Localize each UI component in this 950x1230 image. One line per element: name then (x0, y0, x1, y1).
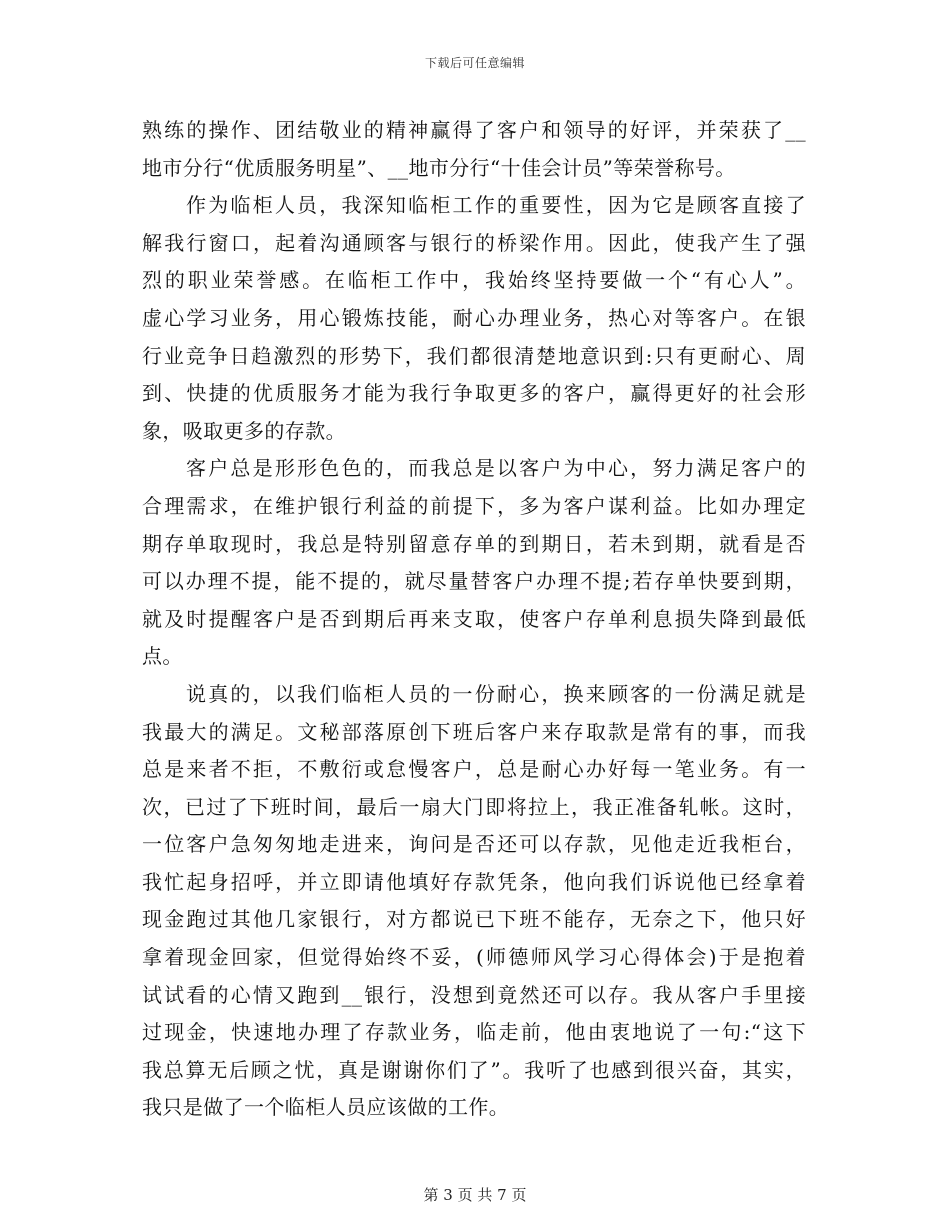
text-line: 客户总是形形色色的，而我总是以客户为中心，努力满足客户的 (186, 456, 806, 481)
text-line: 合理需求，在维护银行利益的前提下，多为客户谋利益。比如办理定 (142, 493, 806, 518)
text-line: 我忙起身招呼，并立即请他填好存款凭条，他向我们诉说他已经拿着 (142, 869, 806, 894)
text-line: 虚心学习业务，用心锻炼技能，耐心办理业务，热心对等客户。在银 (142, 305, 806, 330)
text-line: 作为临柜人员，我深知临柜工作的重要性，因为它是顾客直接了 (186, 193, 806, 218)
text-line: 期存单取现时，我总是特别留意存单的到期日，若未到期，就看是否 (142, 531, 806, 556)
text-line: 地市分行“优质服务明星”、__地市分行“十佳会计员”等荣誉称号。 (142, 155, 736, 180)
text-line: 我只是做了一个临柜人员应该做的工作。 (142, 1095, 510, 1120)
text-line: 试试看的心情又跑到__银行，没想到竟然还可以存。我从客户手里接 (142, 982, 806, 1007)
text-line: 点。 (142, 644, 183, 669)
text-line: 象，吸取更多的存款。 (142, 418, 346, 443)
page-number: 第 3 页 共 7 页 (423, 1186, 527, 1204)
text-line: 熟练的操作、团结敬业的精神赢得了客户和领导的好评，并荣获了__ (142, 118, 806, 142)
text-line: 一位客户急匆匆地走进来，询问是否还可以存款，见他走近我柜台， (142, 832, 806, 857)
text-line: 烈的职业荣誉感。在临柜工作中，我始终坚持要做一个“有心人”。 (142, 268, 806, 293)
text-line: 就及时提醒客户是否到期后再来支取，使客户存单利息损失降到最低 (142, 606, 806, 631)
text-line: 可以办理不提，能不提的，就尽量替客户办理不提;若存单快要到期， (142, 569, 806, 594)
text-line: 解我行窗口，起着沟通顾客与银行的桥梁作用。因此，使我产生了强 (142, 230, 806, 255)
text-line: 过现金，快速地办理了存款业务，临走前，他由衷地说了一句:“这下 (142, 1020, 806, 1045)
text-line: 行业竞争日趋激烈的形势下，我们都很清楚地意识到:只有更耐心、周 (142, 343, 806, 368)
document-body (142, 112, 806, 1127)
text-line: 我总算无后顾之忧，真是谢谢你们了”。我听了也感到很兴奋，其实， (142, 1057, 806, 1082)
text-line: 到、快捷的优质服务才能为我行争取更多的客户，赢得更好的社会形 (142, 381, 806, 406)
text-line: 总是来者不拒，不敷衍或怠慢客户，总是耐心办好每一笔业务。有一 (142, 757, 806, 782)
text-line: 拿着现金回家，但觉得始终不妥，(师德师风学习心得体会)于是抱着 (142, 945, 806, 970)
text-line: 说真的，以我们临柜人员的一份耐心，换来顾客的一份满足就是 (186, 681, 806, 706)
text-line: 现金跑过其他几家银行，对方都说已下班不能存，无奈之下，他只好 (142, 907, 806, 932)
page-header: 下载后可任意编辑 (424, 56, 525, 70)
text-line: 次，已过了下班时间，最后一扇大门即将拉上，我正准备轧帐。这时， (142, 794, 806, 819)
text-line: 我最大的满足。文秘部落原创下班后客户来存取款是常有的事，而我 (142, 719, 806, 744)
